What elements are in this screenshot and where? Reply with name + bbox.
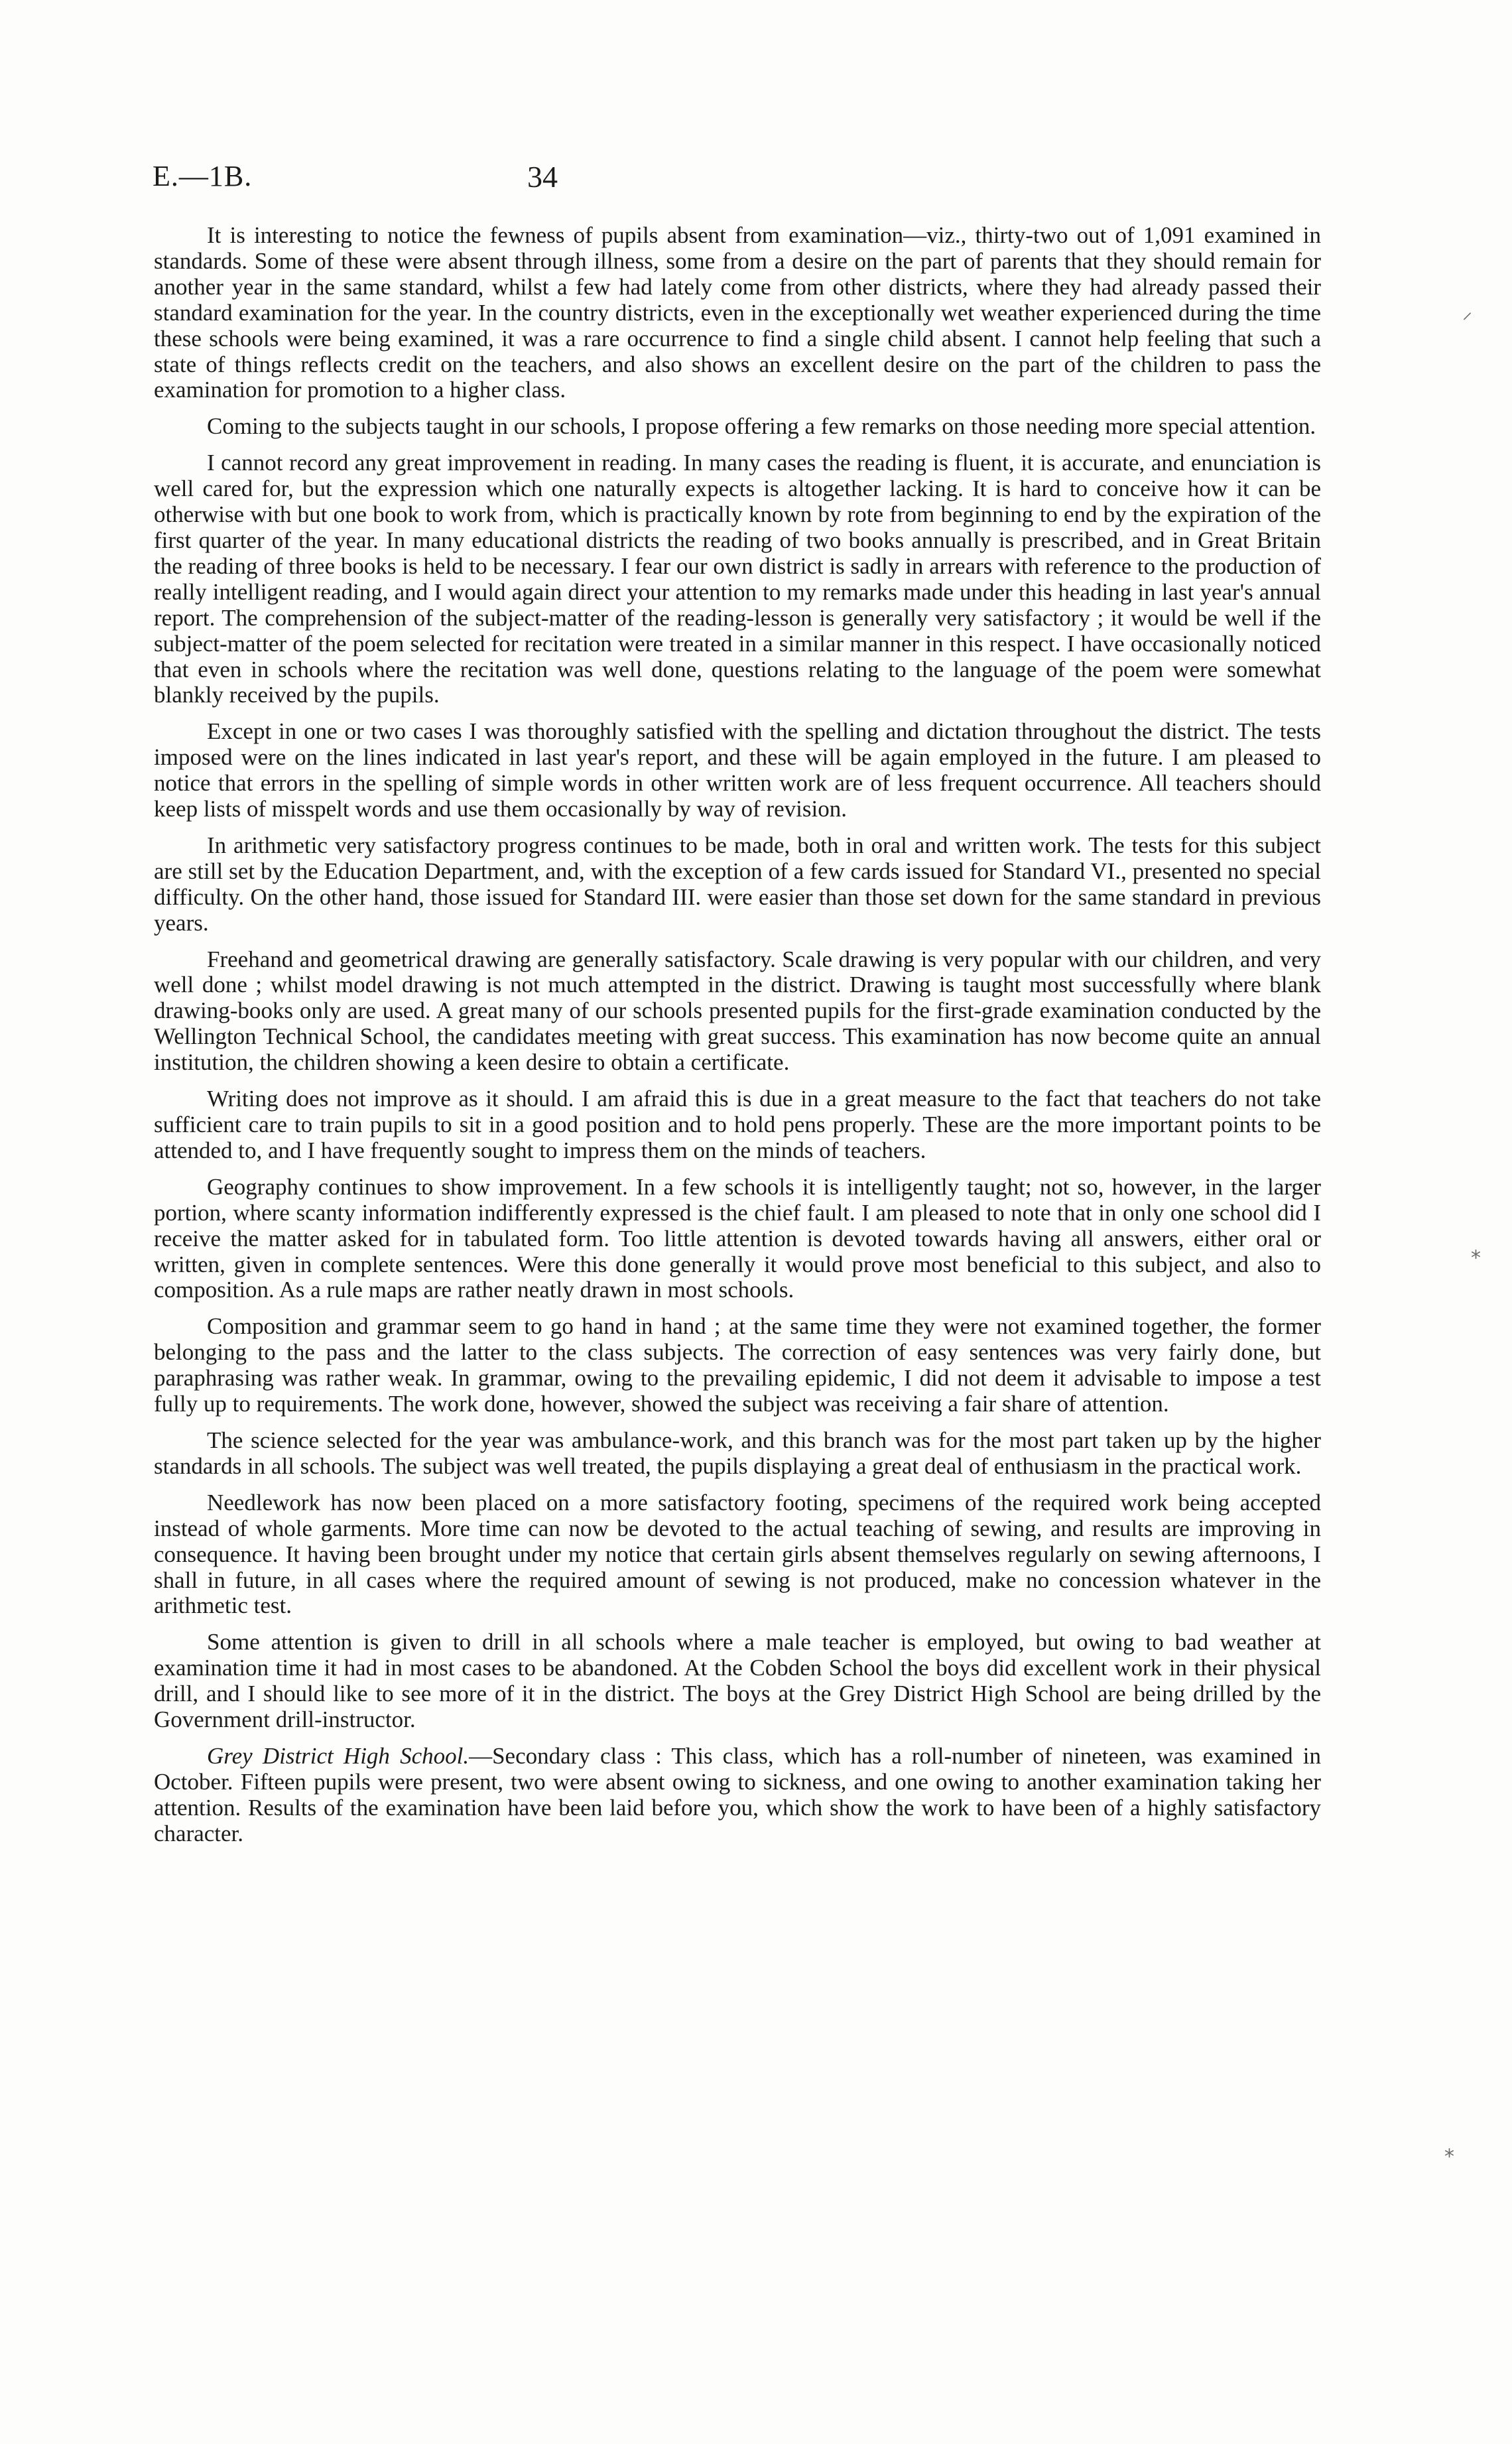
paragraph-writing: Writing does not improve as it should. I am afraid this is due in a great measure to the fact that teachers do not take sufficient care to train pupils to sit in a good position and to hold pens properly. These are the more important points to be attended to, and I have frequently sought to impress them on the minds of teachers. <box>154 1086 1321 1163</box>
paragraph-high-school <box>154 1744 1321 1847</box>
paragraph-arithmetic: In arithmetic very satisfactory progress continues to be made, both in oral and written work. The tests for this subject are still set by the Education Department, and, with the exception of a few cards issued for Standard VI., presented no special difficulty. On the other hand, those issued for Standard III. were easier than those set down for the same standard in previous years. <box>154 832 1321 936</box>
paragraph-composition-grammar: Composition and grammar seem to go hand in hand ; at the same time they were not examined together, the former belonging to the pass and the latter to the class subjects. The correction of easy sentences was very fairly done, but paraphrasing was rather weak. In grammar, owing to the prevailing epidemic, I did not deem it advisable to impose a test fully up to requirements. The work done, however, showed the subject was receiving a fair share of attention. <box>154 1313 1321 1417</box>
margin-mark-icon: ⁎ <box>1444 2139 1454 2162</box>
paragraph-attendance: It is interesting to notice the fewness of pupils absent from examination—viz., thirty-two out of 1,091 examined in standards. Some of these were absent through illness, some from a desire on the part of parents that they should remain for another year in the same standard, whilst a few had lately come from other districts, where they had already passed their standard examination for the year. In the country districts, even in the exceptionally wet weather experienced during the time these schools were being examined, it was a rare occurrence to find a single child absent. I cannot help feeling that such a state of things reflects credit on the teachers, and also shows an excellent desire on the part of the children to pass the examination for promotion to a higher class. <box>154 222 1321 403</box>
paragraph-science: The science selected for the year was ambulance-work, and this branch was for the most part taken up by the higher standards in all schools. The subject was well treated, the pupils displaying a great deal of enthusiasm in the practical work. <box>154 1427 1321 1479</box>
margin-mark-icon: ⸝ <box>1462 300 1472 324</box>
high-school-heading: Grey District High School. <box>207 1742 470 1769</box>
paragraph-geography: Geography continues to show improvement. In a few schools it is intelligently taught; not so, however, in the larger portion, where scanty information indifferently expressed is the chief fault. I am pleased to note that in only one school did I receive the matter asked for in tabulated form. Too little attention is devoted towards having all answers, either oral or written, given in complete sentences. Were this done generally it would prove most beneficial to this subject, and also to composition. As a rule maps are rather neatly drawn in most schools. <box>154 1173 1321 1303</box>
page-header <box>153 159 1320 199</box>
paragraph-subjects-intro: Coming to the subjects taught in our schools, I propose offering a few remarks on those needing more special attention. <box>207 413 1316 440</box>
page-number: 34 <box>527 160 558 194</box>
paragraph-reading: I cannot record any great improvement in reading. In many cases the reading is fluent, it is accurate, and enunciation is well cared for, but the expression which one naturally expects is altogether lacking. It is hard to conceive how it can be otherwise with but one book to work from, which is practically known by rote from beginning to end by the expiration of the first quarter of the year. In many educational districts the reading of two books annually is prescribed, and in Great Britain the reading of three books is held to be necessary. I fear our own district is sadly in arrears with reference to the production of really intelligent reading, and I would again direct your attention to my remarks made under this heading in last year's annual report. The comprehension of the subject-matter of the reading-lesson is generally very satisfactory ; it would be well if the subject-matter of the poem selected for recitation were treated in a similar manner in this respect. I have occasionally noticed that even in schools where the recitation was well done, questions relating to the language of the poem were somewhat blankly received by the pupils. <box>154 450 1321 708</box>
high-school-text: —Secondary class : This class, which has a roll-number of nineteen, was examined in October. Fifteen pupils were present, two were absent owing to sickness, and one owing to another examination taking her attention. Results of the examination have been laid before you, which show the work to have been of a highly satisfactory character. <box>154 1742 1321 1846</box>
paragraph-drawing: Freehand and geometrical drawing are generally satisfactory. Scale drawing is very popular with our children, and very well done ; whilst model drawing is not much attempted in the district. Drawing is taught most successfully where blank drawing-books only are used. A great many of our schools presented pupils for the first-grade examination conducted by the Wellington Technical School, the candidates meeting with great success. This examination has now become quite an annual institution, the children showing a keen desire to obtain a certificate. <box>154 946 1321 1076</box>
paragraph-spelling: Except in one or two cases I was thoroughly satisfied with the spelling and dictation throughout the district. The tests imposed were on the lines indicated in last year's report, and these will be again employed in the future. I am pleased to notice that errors in the spelling of simple words in other written work are of less frequent occurrence. All teachers should keep lists of misspelt words and use them occasionally by way of revision. <box>154 718 1321 822</box>
report-body <box>154 223 1321 1858</box>
paragraph-drill: Some attention is given to drill in all schools where a male teacher is employed, but owing to bad weather at examination time it had in most cases to be abandoned. At the Cobden School the boys did excellent work in their physical drill, and I should like to see more of it in the district. The boys at the Grey District High School are being drilled by the Government drill-instructor. <box>154 1629 1321 1733</box>
paragraph-needlework: Needlework has now been placed on a more satisfactory footing, specimens of the required work being accepted instead of whole garments. More time can now be devoted to the actual teaching of sewing, and results are improving in consequence. It having been brought under my notice that certain girls absent themselves regularly on sewing afternoons, I shall in future, in all cases where the required amount of sewing is not produced, make no concession whatever in the arithmetic test. <box>154 1489 1321 1619</box>
document-reference: E.—1B. <box>153 160 253 192</box>
margin-mark-icon: ⁎ <box>1471 1240 1481 1263</box>
